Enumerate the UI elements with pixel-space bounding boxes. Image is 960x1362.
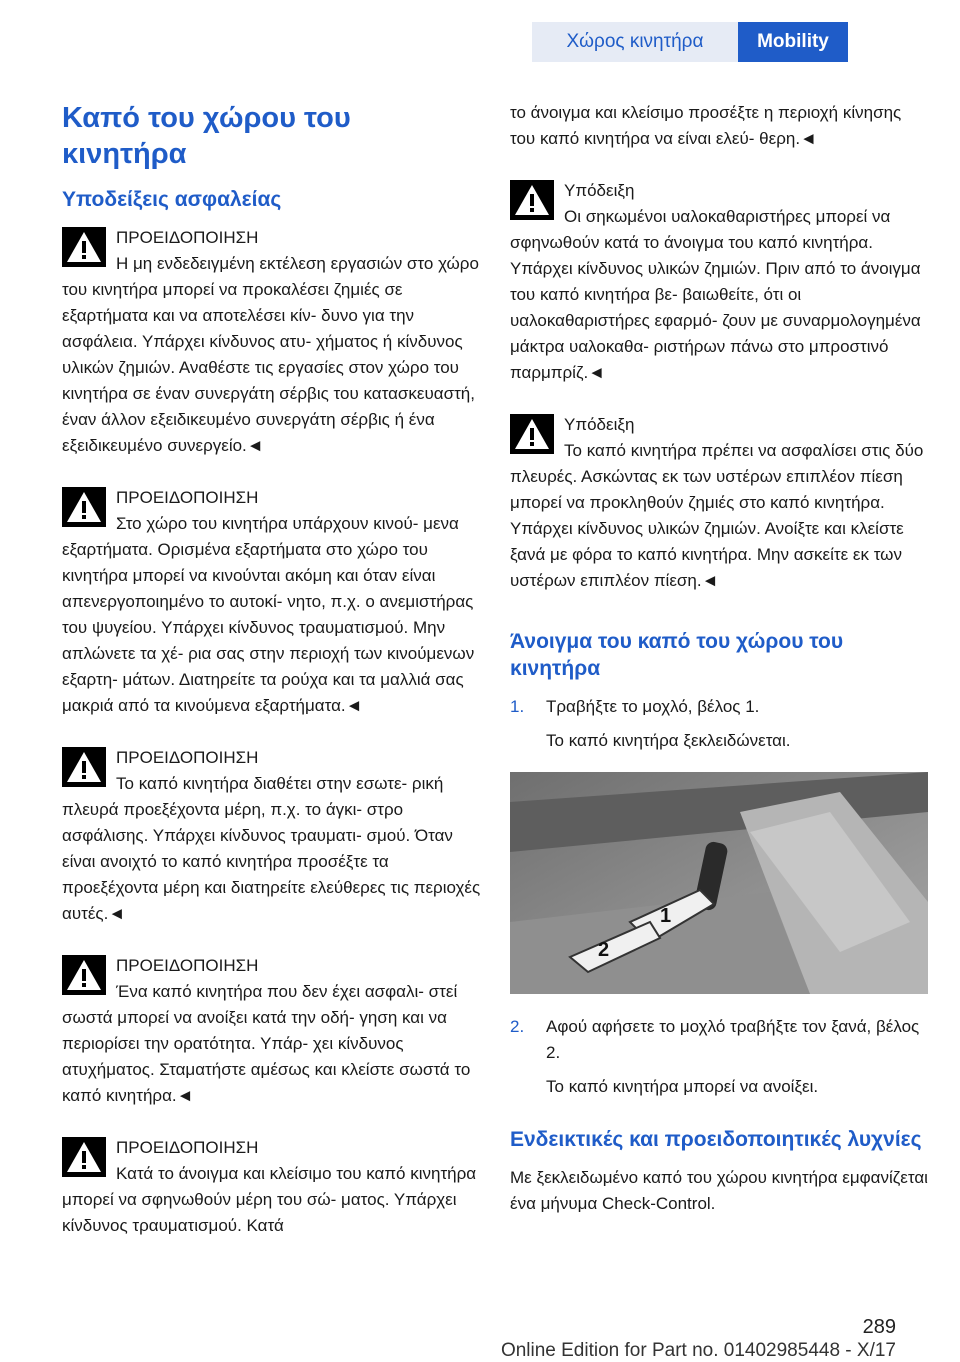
warning-keyword: ΠΡΟΕΙΔΟΠΟΙΗΣΗ [116, 488, 259, 507]
warning-block [62, 745, 482, 927]
page-title: Καπό του χώρου του κινητήρα [62, 102, 351, 170]
right-column [510, 100, 930, 1217]
arrow-1-label: 1 [660, 905, 672, 927]
step-result: Το καπό κινητήρα μπορεί να ανοίξει. [546, 1077, 819, 1096]
warning-icon [62, 1137, 106, 1177]
warning-icon [62, 747, 106, 787]
step-item [510, 694, 930, 754]
step-text: Τραβήξτε το μοχλό, βέλος 1. [546, 697, 760, 716]
warning-block [62, 1135, 482, 1239]
page-number: 289 [862, 1316, 896, 1338]
note-warning-icon [510, 180, 554, 220]
steps-list [510, 694, 930, 754]
step-number: 1. [510, 697, 525, 716]
note-warning-icon [510, 414, 554, 454]
lights-heading: Ενδεικτικές και προειδοποιητικές λυχνίες [510, 1128, 922, 1151]
hood-release-lever-photo [510, 772, 928, 994]
warning-keyword: ΠΡΟΕΙΔΟΠΟΙΗΣΗ [116, 1138, 259, 1157]
warning-block [62, 225, 482, 459]
page-header [0, 0, 960, 62]
warning-keyword: ΠΡΟΕΙΔΟΠΟΙΗΣΗ [116, 748, 259, 767]
note-text: Οι σηκωμένοι υαλοκαθαριστήρες μπορεί να σφηνωθούν κατά το άνοιγμα του καπό κινητήρα. Υπάρχει κίνδυνος υλικών ζημιών. Πριν από το άνοιγμα του καπό κινητήρα βε- βαιωθείτε, ότι οι υαλοκαθαριστήρες εφαρμό- ζουν με συναρμολογημένα μάκτρα υαλοκαθα- ριστήρων πάνω στο μπροστινό παρμπρίζ.◄ [510, 207, 921, 382]
header-chapter-tab: Mobility [738, 22, 848, 62]
step-number: 2. [510, 1017, 525, 1036]
header-section-tab: Χώρος κινητήρα [532, 22, 738, 62]
warning-keyword: ΠΡΟΕΙΔΟΠΟΙΗΣΗ [116, 956, 259, 975]
note-text: Το καπό κινητήρα πρέπει να ασφαλίσει στις δύο πλευρές. Ασκώντας εκ των υστέρων επιπλέον πίεση μπορεί να προκληθούν ζημιές στο καπό κινητήρα. Υπάρχει κίνδυνος υλικών ζημιών. Ανοίξτε και κλείστε ξανά με φόρα το καπό κινητήρα. Μην ασκείτε εκ των υστέρων επιπλέον πίεση.◄ [510, 441, 924, 590]
left-column [62, 100, 482, 1265]
warning-text: Στο χώρο του κινητήρα υπάρχουν κινού- μενα εξαρτήματα. Ορισμένα εξαρτήματα στο χώρο του κινητήρα μπορεί να κινούνται ακόμη και όταν είναι απενεργοποιημένο το αυτοκί- νητο, π.χ. ο ανεμιστήρας του ψυγείου. Υπάρχει κίνδυνος τραυματισμού. Μην απλώνετε τα χέ- ρια σας στην περιοχή των κινούμενων εξαρτη- μάτων. Διατηρείτε τα ρούχα και τα μαλλιά σας μακριά από τα κινούμενα εξαρτήματα.◄ [62, 514, 475, 715]
warning-block [62, 485, 482, 719]
note-keyword: Υπόδειξη [564, 181, 635, 200]
lights-text: Με ξεκλειδωμένο καπό του χώρου κινητήρα εμφανίζεται ένα μήνυμα Check-Control. [510, 1168, 928, 1213]
arrow-2-label: 2 [598, 939, 610, 961]
note-block [510, 412, 930, 594]
step-item [510, 1014, 930, 1100]
photo-illustration [510, 772, 928, 994]
warning-block [62, 953, 482, 1109]
warning-keyword: ΠΡΟΕΙΔΟΠΟΙΗΣΗ [116, 228, 259, 247]
steps-list [510, 1014, 930, 1100]
step-text: Αφού αφήσετε το μοχλό τραβήξτε τον ξανά, βέλος 2. [546, 1017, 920, 1062]
warning-text: Η μη ενδεδειγμένη εκτέλεση εργασιών στο χώρο του κινητήρα μπορεί να προκαλέσει ζημιές σε εξαρτήματα και να αποτελέσει κίν- δυνο για την ασφάλεια. Υπάρχει κίνδυνος ατυ- χήματος ή κίνδυνος υλικών ζημιών. Αναθέστε τις εργασίες στον χώρο του κινητήρα σε έναν συνεργάτη σέρβις του κατασκευαστή, έναν άλλον εξειδικευμένο συνεργάτη σέρβις ή ένα εξειδικευμένο συνεργείο.◄ [62, 254, 479, 455]
safety-subtitle: Υποδείξεις ασφαλείας [62, 188, 282, 211]
open-hood-heading: Άνοιγμα του καπό του χώρου του κινητήρα [510, 630, 844, 680]
warning-text: Ένα καπό κινητήρα που δεν έχει ασφαλι- στεί σωστά μπορεί να ανοίξει κατά την οδή- γηση και να περιορίσει την ορατότητα. Υπάρ- χει κίνδυνος ατυχήματος. Σταματήστε αμέσως και κλείστε σωστά το καπό κινητήρα.◄ [62, 982, 471, 1105]
note-block [510, 178, 930, 386]
continued-text: το άνοιγμα και κλείσιμο προσέξτε η περιοχή κίνησης του καπό κινητήρα να είναι ελεύ- θερη.◄ [510, 103, 902, 148]
warning-icon [62, 227, 106, 267]
warning-text: Κατά το άνοιγμα και κλείσιμο του καπό κινητήρα μπορεί να σφηνωθούν μέρη του σώ- ματος. Υπάρχει κίνδυνος τραυματισμού. Κατά [62, 1164, 477, 1235]
note-keyword: Υπόδειξη [564, 415, 635, 434]
warning-text: Το καπό κινητήρα διαθέτει στην εσωτε- ρική πλευρά προεξέχοντα μέρη, π.χ. το άγκι- στρο ασφάλισης. Υπάρχει κίνδυνος τραυματι- σμού. Όταν είναι ανοιχτό το καπό κινητήρα προσέξτε τα προεξέχοντα μέρη και διατηρείτε ελεύθερες τις περιοχές αυτές.◄ [62, 774, 481, 923]
warning-icon [62, 487, 106, 527]
step-result: Το καπό κινητήρα ξεκλειδώνεται. [546, 731, 791, 750]
edition-note: Online Edition for Part no. 01402985448 - X/17 [500, 1340, 896, 1361]
warning-icon [62, 955, 106, 995]
